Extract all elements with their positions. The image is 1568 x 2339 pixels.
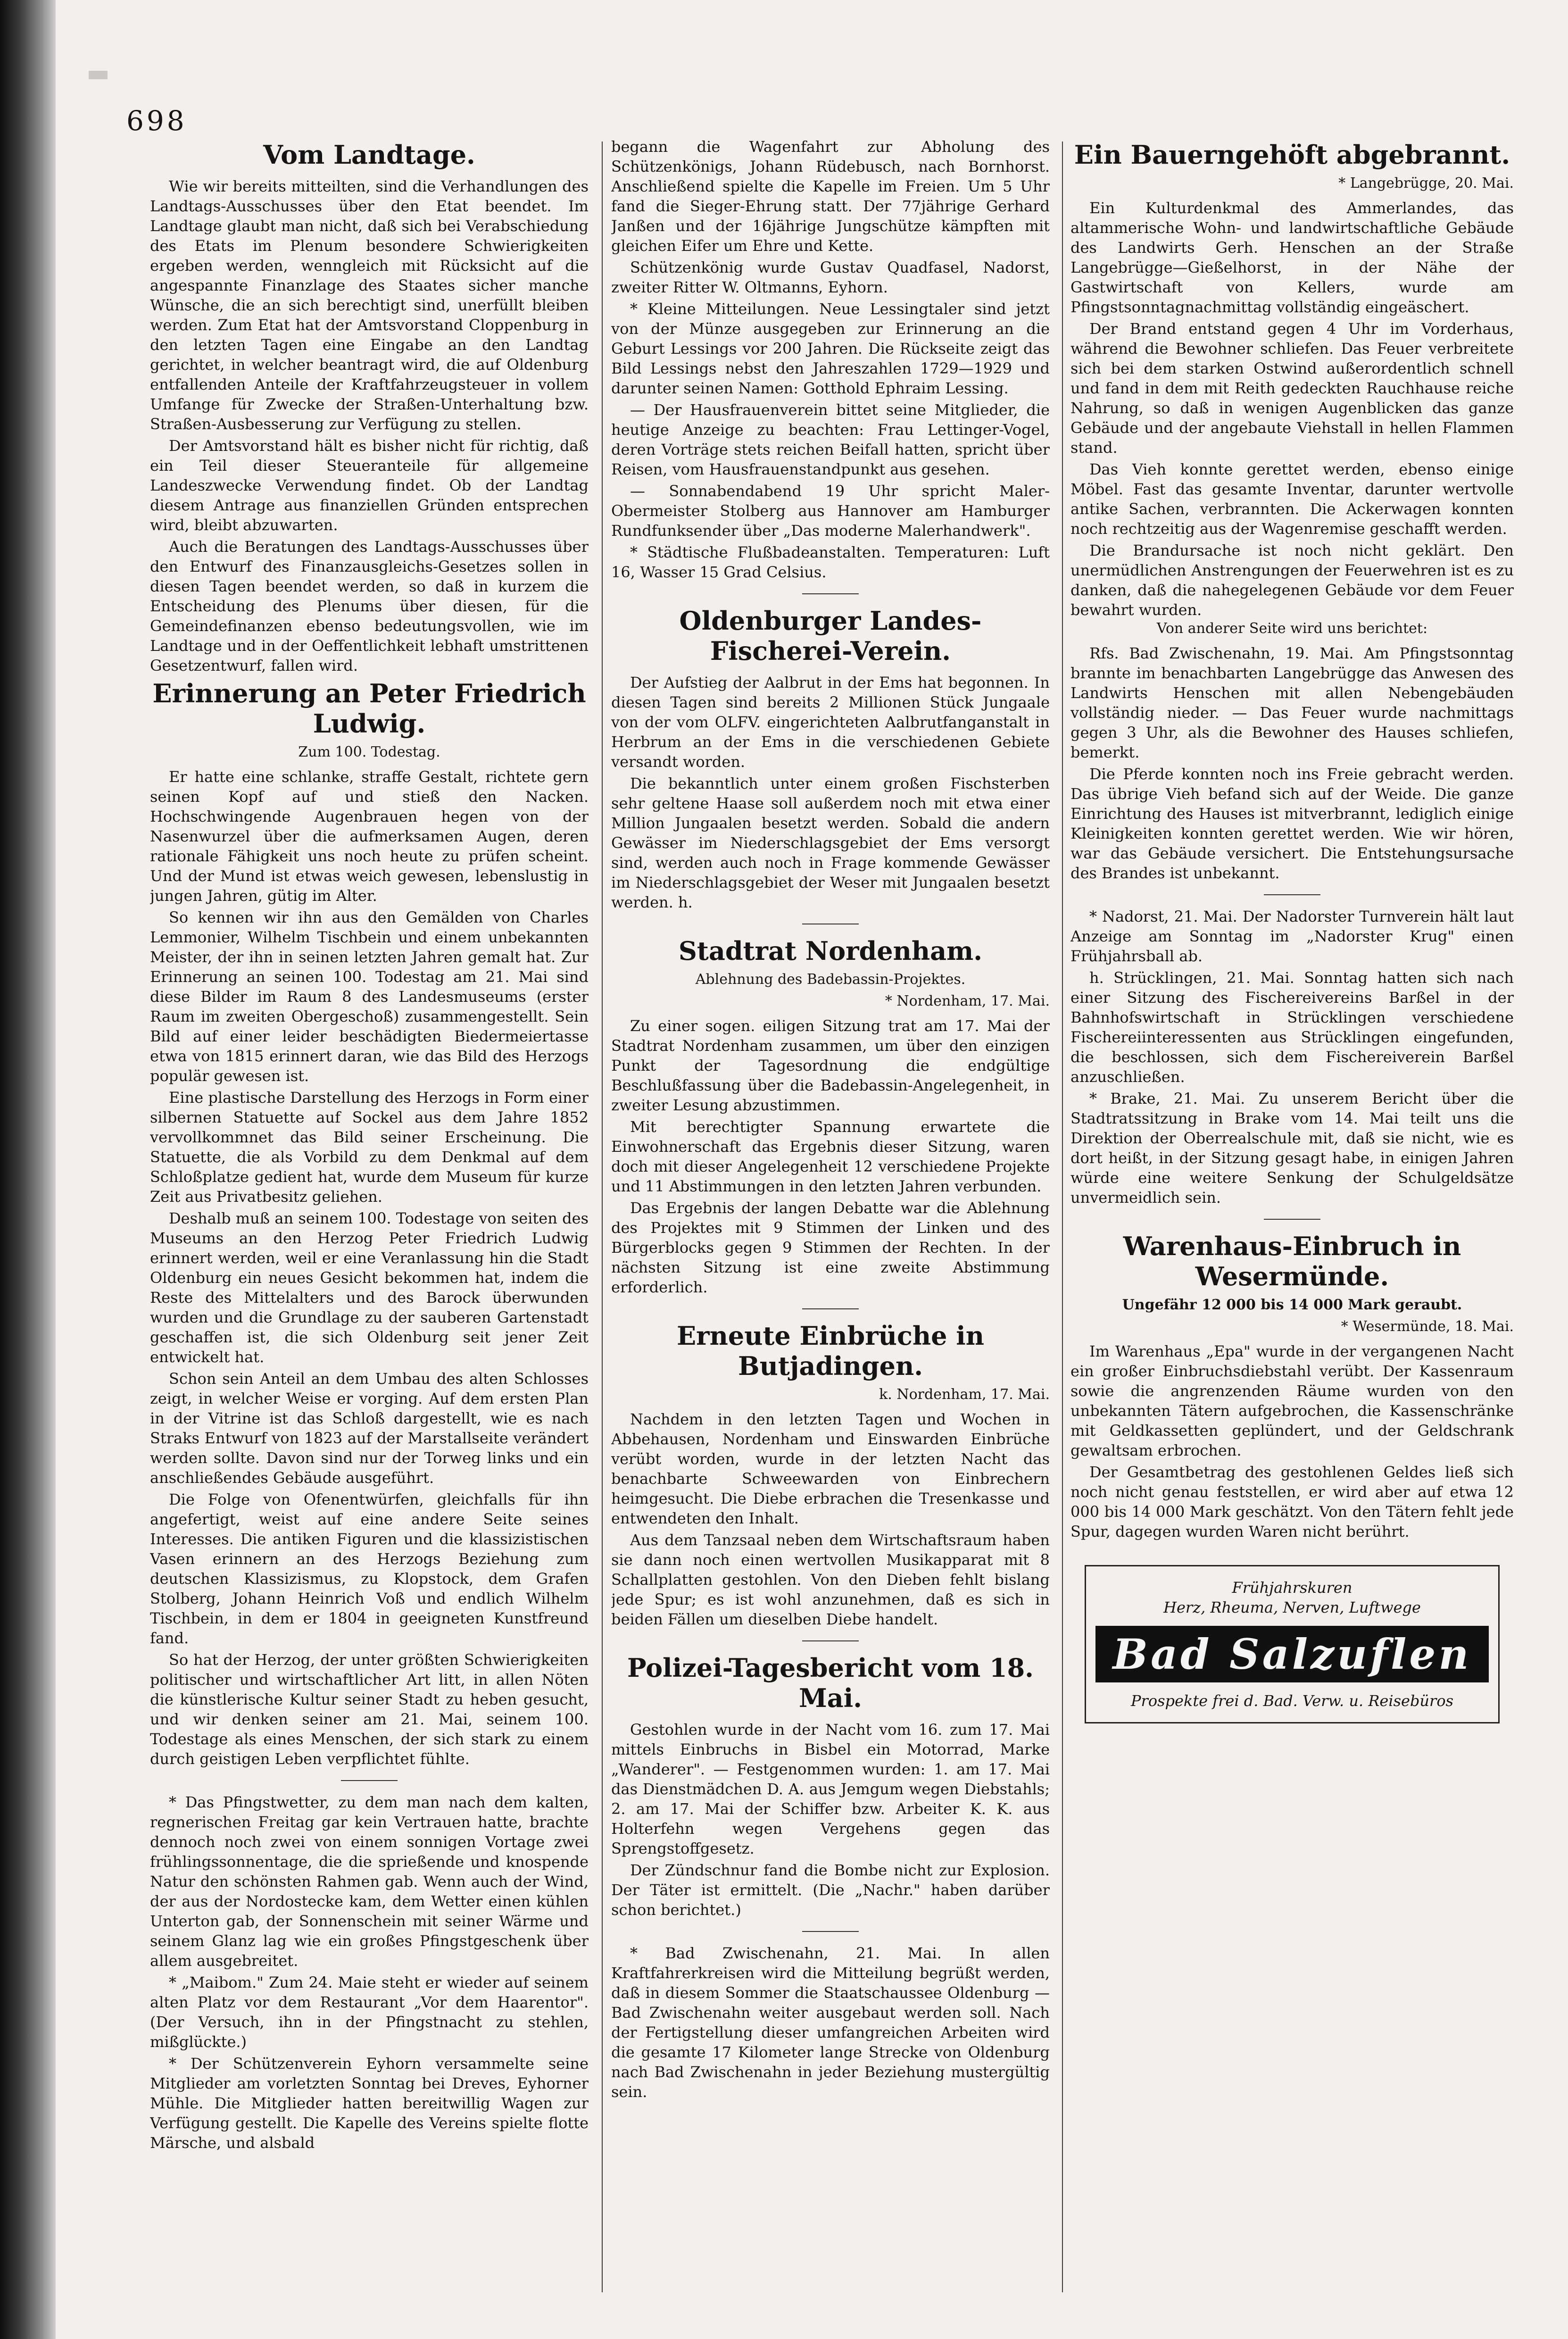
subheadline: Ungefähr 12 000 bis 14 000 Mark geraubt. [1122, 1297, 1462, 1313]
column-rule [602, 142, 603, 2292]
paragraph: Aus dem Tanzsaal neben dem Wirtschaftsraum haben sie dann noch einen wertvollen Musikapparat mit 8 Schallplatten gestohlen. Von den Dieben fehlt bislang jede Spur; es ist wohl anzunehmen, daß es sich in beiden Fällen um dieselben Diebe handelt. [611, 1531, 1050, 1628]
paragraph: So kennen wir ihn aus den Gemälden von Charles Lemmonier, Wilhelm Tischbein und einem unbekannten Meister, der ihn in seinen letzten Jahren gemalt hat. Zur Erinnerung an seinen 100. Todestag am 21. Mai sind diese Bilder im Raum 8 des Landesmuseums (erster Raum im zweiten Obergeschoß) zusammengestellt. Sein Bild auf einer leider beschädigten Biedermeiertasse etwa von 1815 erinnert daran, wie das Bild des Herzogs populär gewesen ist. [150, 908, 589, 1085]
column-1 [150, 137, 589, 2316]
headline: Ein Bauerngehöft abgebrannt. [1074, 140, 1510, 170]
headline: Polizei-Tagesbericht vom 18. Mai. [627, 1653, 1034, 1713]
paragraph: Ein Kulturdenkmal des Ammerlandes, das altammerische Wohn- und landwirtschaftliche Gebäude des Landwirts Gerh. Henschen an der Straße Langebrügge—Gießelhorst, in der Nähe der Gastwirtschaft von Kellers, wurde am Pfingstsonntagnachmittag vollständig eingeäschert. [1070, 199, 1514, 316]
article-bauerngehoeft-other-report [1070, 619, 1514, 883]
subheadline: Von anderer Seite wird uns berichtet: [1156, 620, 1428, 637]
paragraph: * Bad Zwischenahn, 21. Mai. In allen Kraftfahrerkreisen wird die Mitteilung begrüßt werden, daß in diesem Sommer die Staatschaussee Oldenburg — Bad Zwischenahn weiter ausgebaut werden soll. Nach der Fertigstellung dieser umfangreichen Arbeiten wird die gesamte 17 Kilometer lange Strecke von Oldenburg nach Bad Zwischenahn in jeder Beziehung mustergültig sein. [611, 1944, 1050, 2101]
headline: Erinnerung an Peter Friedrich Ludwig. [152, 678, 586, 739]
article-erinnerung [150, 678, 589, 1769]
dateline: k. Nordenham, 17. Mai. [879, 1386, 1050, 1403]
article-separator [802, 593, 859, 594]
paragraph: Er hatte eine schlanke, straffe Gestalt, richtete gern seinen Kopf auf und stieß den Nacken. Hochschwingende Augenbrauen hegen von der Nasenwurzel über die aufmerksamen Augen, deren rationale Fähigkeit uns noch heute zu prüfen scheint. Und der Mund ist etwas weich gewesen, lebenslustig in jungen Jahren, gütig im Alter. [150, 768, 589, 905]
paragraph: begann die Wagenfahrt zur Abholung des Schützenkönigs, Johann Rüdebusch, nach Bornhorst. Anschließend spielte die Kapelle im Freien. Um 5 Uhr fand die Sieger-Ehrung statt. Der 77jährige Gerhard Janßen und der 16jährige Jungschütze kämpften mit gleichen Eifer um Ehre und Kette. [611, 138, 1050, 255]
column-2 [611, 137, 1050, 2316]
paragraph: — Der Hausfrauenverein bittet seine Mitglieder, die heutige Anzeige zu beachten: Frau Lettinger-Vogel, deren Vorträge stets reichen Beifall hatten, spricht über Reisen, vom Hausfrauenstandpunkt aus gesehen. [611, 401, 1050, 478]
advertisement-bad-salzuflen [1085, 1565, 1500, 1723]
ad-bottom-line: Prospekte frei d. Bad. Verw. u. Reisebüros [1130, 1692, 1454, 1710]
paragraph: Die bekanntlich unter einem großen Fischsterben sehr geltene Haase soll außerdem noch mit etwa einer Million Jungaalen besetzt werden. Sobald die andern Gewässer im Niederschlagsgebiet der Ems versorgt sind, werden auch noch in Frage kommende Gewässer im Niederschlagsgebiet der Weser mit Jungaalen besetzt werden. h. [611, 774, 1050, 911]
article-stadtrat-nordenham [611, 936, 1050, 1297]
paragraph: Mit berechtigter Spannung erwartete die Einwohnerschaft das Ergebnis dieser Sitzung, waren doch mit dieser Angelegenheit 12 verschiedene Projekte und 11 Abstimmungen in den letzten Jahren verbunden. [611, 1118, 1050, 1195]
paragraph: * Kleine Mitteilungen. Neue Lessingtaler sind jetzt von der Münze ausgegeben zur Erinnerung an die Geburt Lessings vor 200 Jahren. Die Rückseite zeigt das Bild Lessings nebst den Jahreszahlen 1729—1929 und darunter seinen Namen: Gotthold Ephraim Lessing. [611, 300, 1050, 397]
paragraph: Nachdem in den letzten Tagen und Wochen in Abbehausen, Nordenham und Einswarden Einbrüche verübt worden, wurde in der letzten Nacht das benachbarte Schweewarden von Einbrechern heimgesucht. Die Diebe erbrachen die Tresenkasse und entwendeten den Inhalt. [611, 1410, 1050, 1527]
page-number: 698 [126, 105, 187, 137]
article-separator [802, 1640, 859, 1641]
paragraph: Auch die Beratungen des Landtags-Ausschusses über den Entwurf des Finanzausgleichs-Gesetzes sollen in diesen Tagen beendet werden, so daß in kurzem die Entscheidung des Plenums über diesen, für die Gemeindefinanzen ebenso bedeutungsvollen, wie im Landtage und in der Oeffentlichkeit lebhaft umstrittenen Gesetzentwurf, fallen wird. [150, 538, 589, 674]
article-fischerei-verein [611, 606, 1050, 912]
subheadline: Zum 100. Todestag. [298, 744, 440, 760]
paragraph: Die Pferde konnten noch ins Freie gebracht werden. Das übrige Vieh befand sich auf der Weide. Die ganze Einrichtung des Hauses ist mitverbrannt, lediglich einige Kleinigkeiten konnten gerettet werden. Wie wir hören, war das Gebäude versichert. Die Entstehungsursache des Brandes ist unbekannt. [1070, 765, 1514, 882]
article-einbrueche [611, 1321, 1050, 1629]
regional-notes [1070, 907, 1514, 1207]
paragraph: * Städtische Flußbadeanstalten. Temperaturen: Luft 16, Wasser 15 Grad Celsius. [611, 543, 1050, 581]
article-separator [802, 1308, 859, 1309]
article-bad-zwischenahn [611, 1943, 1050, 2102]
article-bauerngehoeft [1070, 140, 1514, 620]
paragraph: h. Strücklingen, 21. Mai. Sonntag hatten sich nach einer Sitzung des Fischereivereins Barßel in der Bahnhofswirtschaft in Strücklingen verschiedene Fischereiinteressenten aus Strücklingen eingefunden, die beschlossen, sich dem Fischereiverein Barßel anzuschließen. [1070, 969, 1514, 1086]
short-notes [611, 299, 1050, 582]
column-3 [1070, 137, 1514, 2316]
ad-name: Bad Salzuflen [1095, 1626, 1489, 1682]
newspaper-page [56, 0, 1568, 2339]
article-separator [1264, 1219, 1320, 1220]
paragraph: Deshalb muß an seinem 100. Todestage von seiten des Museums an den Herzog Peter Friedrich Ludwig erinnert werden, weil er eine Veranlassung hin die Stadt Oldenburg ein neues Gesicht bekommen hat, indem die Reste des Mittelalters und des Barock überwunden wurden und die Grundlage zu der sauberen Gartenstadt geschaffen ist, die sich Oldenburg seit jener Zeit entwickelt hat. [150, 1209, 589, 1366]
paragraph: Das Vieh konnte gerettet werden, ebenso einige Möbel. Fast das gesamte Inventar, darunter wertvolle antike Sachen, verbrannten. Die Ackerwagen konnten noch rechtzeitig aus der Wagenremise geschafft werden. [1070, 460, 1514, 538]
paragraph: — Sonnabendabend 19 Uhr spricht Maler-Obermeister Stolberg aus Hannover am Hamburger Rundfunksender über „Das moderne Malerhandwerk". [611, 482, 1050, 540]
paragraph: Rfs. Bad Zwischenahn, 19. Mai. Am Pfingstsonntag brannte im benachbarten Langebrügge das Anwesen des Landwirts Henschen mit allen Nebengebäuden vollständig nieder. — Das Feuer wurde nachmittags gegen 3 Uhr, als die Bewohner des Hauses schliefen, bemerkt. [1070, 644, 1514, 761]
dateline: * Langebrügge, 20. Mai. [1338, 175, 1514, 191]
article-polizei-bericht [611, 1653, 1050, 1920]
ad-sub-line: Herz, Rheuma, Nerven, Luftwege [1163, 1598, 1421, 1616]
subheadline: Ablehnung des Badebassin-Projektes. [695, 971, 966, 988]
article-separator [341, 1780, 398, 1781]
article-schuetzenfest-cont [611, 137, 1050, 297]
paragraph: Schützenkönig wurde Gustav Quadfasel, Nadorst, zweiter Ritter W. Oltmanns, Eyhorn. [611, 258, 1050, 296]
paragraph: Der Gesamtbetrag des gestohlenen Geldes ließ sich noch nicht genau feststellen, er wird aber auf etwa 12 000 bis 14 000 Mark geschätzt. Von den Tätern fehlt jede Spur, dagegen wurden Waren nicht berührt. [1070, 1463, 1514, 1540]
paragraph: Der Amtsvorstand hält es bisher nicht für richtig, daß ein Teil dieser Steueranteile für allgemeine Landeszwecke Verwendung findet. Ob der Landtag diesem Antrage aus finanziellen Gründen entsprechen wird, bleibt abzuwarten. [150, 437, 589, 534]
paragraph: Das Ergebnis der langen Debatte war die Ablehnung des Projektes mit 9 Stimmen der Linken und des Bürgerblocks gegen 9 Stimmen der Rechten. In der nächsten Sitzung ist eine zweite Abstimmung erforderlich. [611, 1199, 1050, 1296]
ad-top-line: Frühjahrskuren [1232, 1579, 1352, 1597]
paragraph: Zu einer sogen. eiligen Sitzung trat am 17. Mai der Stadtrat Nordenham zusammen, um über den einzigen Punkt der Tagesordnung die endgültige Beschlußfassung über die Badebassin-Angelegenheit, in zweiter Lesung abzustimmen. [611, 1017, 1050, 1114]
paragraph: Im Warenhaus „Epa" wurde in der vergangenen Nacht ein großer Einbruchsdiebstahl verübt. Der Kassenraum sowie die angrenzenden Räume wurden von den unbekannten Tätern aufgebrochen, die Kassenschränke mit Geldkassetten geplündert, und der Geldschrank gewaltsam erbrochen. [1070, 1342, 1514, 1459]
paragraph: Der Brand entstand gegen 4 Uhr im Vorderhaus, während die Bewohner schliefen. Das Feuer verbreitete sich bei dem starken Ostwind außerordentlich schnell und fand in dem mit Reith gedeckten Rauchhause reiche Nahrung, so daß in wenigen Augenblicken das ganze Gebäude und der angebaute Viehstall in hellen Flammen stand. [1070, 320, 1514, 457]
dateline: * Nordenham, 17. Mai. [885, 993, 1050, 1009]
dateline: * Wesermünde, 18. Mai. [1341, 1318, 1514, 1335]
headline: Erneute Einbrüche in Butjadingen. [676, 1321, 985, 1381]
paragraph: Wie wir bereits mitteilten, sind die Verhandlungen des Landtags-Ausschusses über den Etat beendet. Im Landtage glaubt man nicht, daß sich bei Verabschiedung des Etats im Plenum besondere Schwierigkeiten ergeben werden, wenngleich mit Rücksicht auf die angespannte Finanzlage des Staates sicher manche Wünsche, die an sich berechtigt sind, unerfüllt bleiben werden. Zum Etat hat der Amtsvorstand Cloppenburg in den letzten Tagen eine Eingabe an den Landtag gerichtet, in welcher beantragt wird, die auf Oldenburg entfallenden Anteile der Kraftfahrzeugsteuer in vollem Umfange für Zwecke der Straßen-Unterhaltung bzw. Straßen-Ausbesserung zur Verfügung zu stellen. [150, 177, 589, 433]
local-news [150, 1792, 589, 2153]
column-rule [1062, 142, 1063, 2292]
paragraph: So hat der Herzog, der unter größten Schwierigkeiten politischer und wirtschaftlicher Art litt, in allen Nöten die künstlerische Kultur seiner Stadt zu heben gesucht, und wir denken seiner am 21. Mai, seinem 100. Todestage als eines Menschen, der sich stark zu einem durch geistigen Leben verpflichtet fühlte. [150, 1651, 589, 1768]
paragraph: * „Maibom." Zum 24. Maie steht er wieder auf seinem alten Platz vor dem Restaurant „Vor dem Haarentor". (Der Versuch, ihn in der Pfingstnacht zu stehlen, mißglückte.) [150, 1973, 589, 2051]
book-binding-edge [0, 0, 56, 2339]
paragraph: * Das Pfingstwetter, zu dem man nach dem kalten, regnerischen Freitag gar kein Vertrauen hatte, brachte dennoch noch zwei von einem sonnigen Vortage zwei frühlingssonnentage, die die sprießende und knospende Natur den schönsten Rahmen gab. Wenn auch der Wind, der aus der Nordostecke kam, dem Wetter einen kühlen Unterton gab, der Sonnenschein mit seiner Wärme und seinem Glanz lag wie ein großes Pfingstgeschenk über allem ausgebreitet. [150, 1793, 589, 1970]
headline: Warenhaus-Einbruch in Wesermünde. [1123, 1231, 1461, 1291]
paragraph: Die Folge von Ofenentwürfen, gleichfalls für ihn angefertigt, weist auf eine andere Seite seines Interesses. Die antiken Figuren und die klassizistischen Vasen erinnern an des Herzogs Beziehung zum deutschen Klassizismus, zu Klopstock, dem Grafen Stolberg, Johann Heinrich Voß und endlich Wilhelm Tischbein, in dem er 1804 in geeigneten Kunstfreund fand. [150, 1490, 589, 1647]
article-separator [1264, 894, 1320, 895]
paragraph: * Der Schützenverein Eyhorn versammelte seine Mitglieder am vorletzten Sonntag bei Dreves, Eyhorner Mühle. Die Mitglieder hatten bereitwillig Wagen zur Verfügung gestellt. Die Kapelle des Vereins spielte flotte Märsche, und alsbald [150, 2055, 589, 2152]
paragraph: Der Zündschnur fand die Bombe nicht zur Explosion. Der Täter ist ermittelt. (Die „Nachr." haben darüber schon berichtet.) [611, 1861, 1050, 1919]
article-vom-landtage [150, 140, 589, 675]
paragraph: * Nadorst, 21. Mai. Der Nadorster Turnverein hält laut Anzeige am Sonntag im „Nadorster Krug" einen Frühjahrsball ab. [1070, 907, 1514, 965]
paragraph: Schon sein Anteil an dem Umbau des alten Schlosses zeigt, in welcher Weise er vorging. Auf dem ersten Plan in der Vitrine ist das Schloß dargestellt, wie es nach Straks Entwurf von 1823 auf der Marstallseite verändert werden sollte. Davon sind nur der Torweg links und ein anschließendes Gebäude ausgeführt. [150, 1370, 589, 1487]
headline: Vom Landtage. [263, 140, 475, 170]
paragraph: Der Aufstieg der Aalbrut in der Ems hat begonnen. In diesen Tagen sind bereits 2 Millionen Stück Jungaale von der vom OLFV. eingerichteten Aalbrutfanganstalt in Herbrum an der Ems in die verschiedenen Gebiete versandt worden. [611, 674, 1050, 771]
headline: Oldenburger Landes-Fischerei-Verein. [679, 606, 982, 666]
article-separator [802, 1931, 859, 1932]
paragraph: Die Brandursache ist noch nicht geklärt. Den unermüdlichen Anstrengungen der Feuerwehren ist es zu danken, daß die nahegelegenen Gebäude vor dem Feuer bewahrt wurden. [1070, 541, 1514, 619]
paragraph: * Brake, 21. Mai. Zu unserem Bericht über die Stadtratssitzung in Brake vom 14. Mai teilt uns die Direktion der Oberrealschule mit, daß sie nicht, wie es dort heißt, in der Sitzung gesagt habe, in einigen Jahren würde eine weitere Senkung der Schulgeldsätze unvermeidlich sein. [1070, 1090, 1514, 1207]
headline: Stadtrat Nordenham. [678, 936, 983, 966]
scan-mark [89, 71, 108, 79]
article-warenhaus-einbruch [1070, 1231, 1514, 1541]
paragraph: Gestohlen wurde in der Nacht vom 16. zum 17. Mai mittels Einbruchs in Bisbel ein Motorrad, Marke „Wanderer". — Festgenommen wurden: 1. am 17. Mai das Dienstmädchen D. A. aus Jemgum wegen Diebstahls; 2. am 17. Mai der Schiffer bzw. Arbeiter K. K. aus Holterfehn wegen Vergehens gegen das Sprengstoffgesetz. [611, 1721, 1050, 1857]
paragraph: Eine plastische Darstellung des Herzogs in Form einer silbernen Statuette auf Sockel aus dem Jahre 1852 vervollkommnet das Bild seiner Erscheinung. Die Statuette, die als Vorbild zu dem Denkmal auf dem Schloßplatze gedient hat, wurde dem Museum für kurze Zeit aus Privatbesitz geliehen. [150, 1089, 589, 1206]
